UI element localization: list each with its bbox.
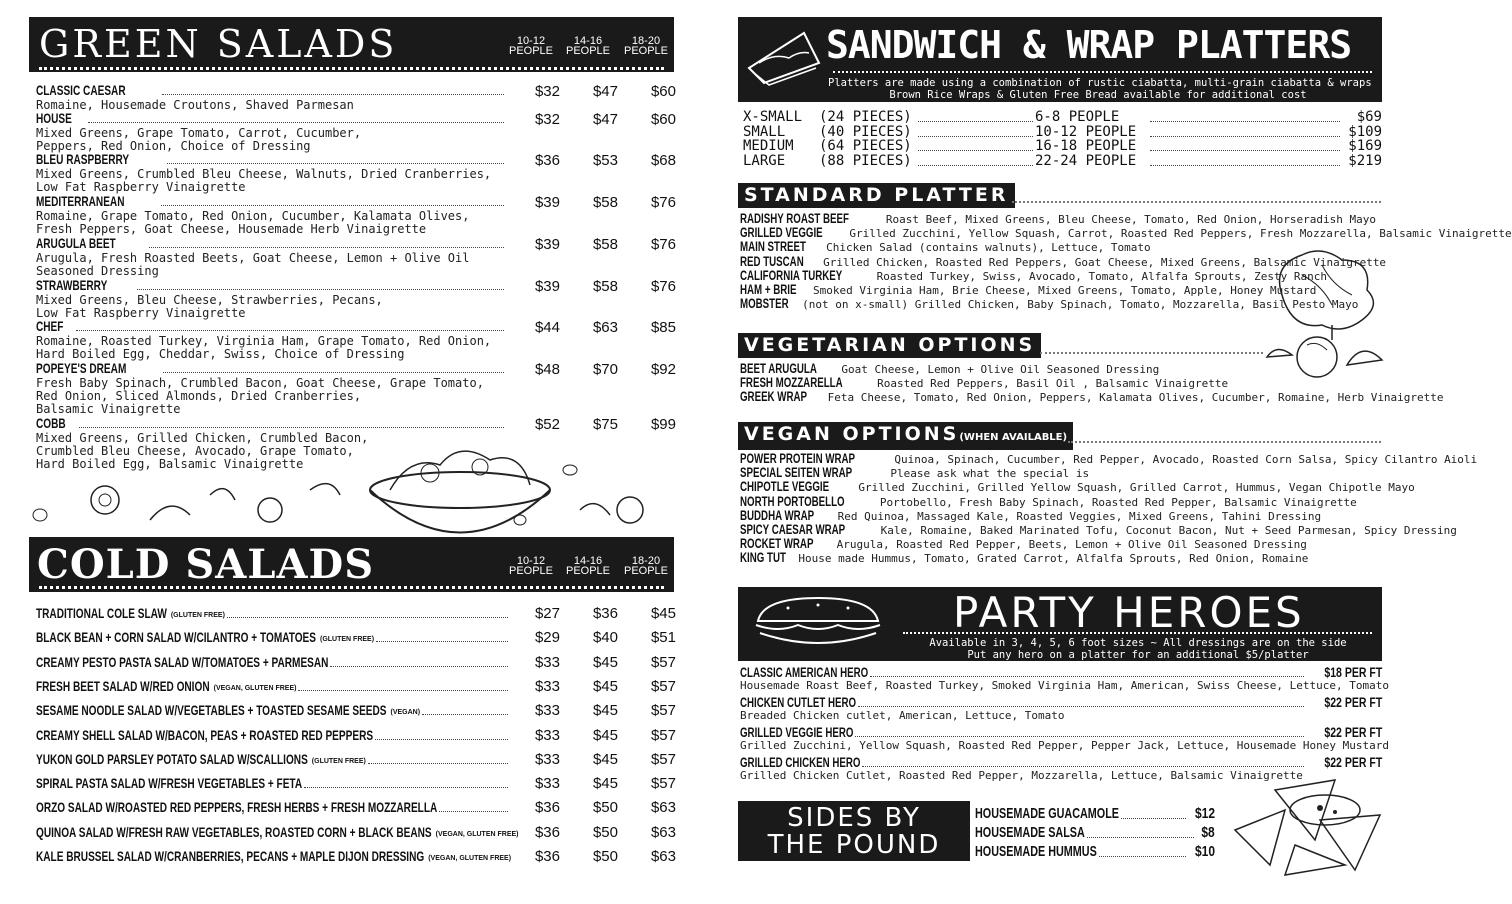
salad-price: $39 xyxy=(534,278,560,295)
menu-item xyxy=(740,550,1308,565)
leader-dots xyxy=(870,676,1304,677)
item-description: Grilled Zucchini, Grilled Yellow Squash, Grilled Carrot, Hummus, Vegan Chipotle Mayo xyxy=(858,481,1415,495)
salad-price: $99 xyxy=(650,416,676,433)
diet-tag: (GLUTEN FREE) xyxy=(170,612,225,619)
platter-size: SMALL xyxy=(743,123,786,140)
salad-name: BLEU RASPBERRY xyxy=(36,151,130,167)
platter-pieces: (40 PIECES) xyxy=(819,123,912,140)
item-description: Portobello, Fresh Baby Spinach, Roasted Red Pepper, Balsamic Vinaigrette xyxy=(879,495,1357,509)
salad-name: COBB xyxy=(36,415,66,431)
sides-title-line-1: SIDES BY xyxy=(787,803,921,833)
col-header-unit: PEOPLE xyxy=(508,45,554,57)
leader-dots xyxy=(855,736,1303,737)
cold-salad-price: $36 xyxy=(592,605,618,622)
leader-dots xyxy=(375,739,508,740)
leader-dots xyxy=(298,690,508,691)
cold-salad-price: $33 xyxy=(534,726,560,744)
menu-item xyxy=(740,268,1327,283)
cold-salad-price: $33 xyxy=(534,750,560,768)
cold-salad-name: KALE BRUSSEL SALAD W/CRANBERRIES, PECANS + MAPLE DIJON DRESSING xyxy=(36,848,425,864)
green-salad-row xyxy=(36,112,508,126)
hero-description: Housemade Roast Beef, Roasted Turkey, Smoked Virginia Ham, American, Swiss Cheese, Lettuce, Tomato xyxy=(740,679,1390,692)
leader-dots xyxy=(304,787,508,788)
item-description: (not on x-small) Grilled Chicken, Baby Spinach, Tomato, Mozzarella, Basil Pesto Mayo xyxy=(802,298,1359,312)
salad-price: $76 xyxy=(650,236,676,253)
platter-people: 22-24 PEOPLE xyxy=(1035,152,1137,169)
cold-salad-row xyxy=(36,751,512,767)
platter-price: $69 xyxy=(1356,109,1382,125)
salad-name: MEDITERRANEAN xyxy=(36,193,125,209)
salad-price: $68 xyxy=(650,152,676,169)
salad-price: $32 xyxy=(534,111,560,128)
side-price: $12 xyxy=(1194,805,1215,822)
menu-item xyxy=(740,225,1512,240)
side-name: HOUSEMADE GUACAMOLE xyxy=(975,805,1120,822)
cold-salad-name: QUINOA SALAD W/FRESH RAW VEGETABLES, ROASTED CORN + BLACK BEANS xyxy=(36,823,432,840)
salad-price: $92 xyxy=(650,361,676,378)
cold-salad-row xyxy=(36,727,512,743)
green-salad-row xyxy=(36,153,508,167)
cold-salad-price: $57 xyxy=(650,653,676,671)
cold-salad-name: TRADITIONAL COLE SLAW xyxy=(36,605,167,621)
platter-size: LARGE xyxy=(743,152,786,169)
item-name: RED TUSCAN xyxy=(740,253,804,269)
hero-name: GRILLED VEGGIE HERO xyxy=(740,725,854,740)
cold-salad-price: $57 xyxy=(650,677,676,695)
item-description: Feta Cheese, Tomato, Red Onion, Peppers, Kalamata Olives, Cucumber, Romaine, Herb Vinaigrette xyxy=(827,391,1444,405)
hero-description: Breaded Chicken cutlet, American, Lettuce, Tomato xyxy=(740,709,1065,722)
item-description: Red Quinoa, Massaged Kale, Roasted Veggies, Mixed Greens, Tahini Dressing xyxy=(837,509,1322,523)
item-description: Grilled Zucchini, Yellow Squash, Carrot, Roasted Red Peppers, Fresh Mozzarella, Balsamic Vinaigrette xyxy=(849,227,1512,241)
cold-salad-price: $63 xyxy=(650,823,676,841)
standard-platter-title: STANDARD PLATTER xyxy=(738,183,1015,208)
diet-tag: (GLUTEN FREE) xyxy=(311,757,366,765)
green-salads-banner xyxy=(29,17,674,72)
cold-salad-row xyxy=(36,654,512,670)
salad-name: STRAWBERRY xyxy=(36,277,108,293)
item-name: CALIFORNIA TURKEY xyxy=(740,267,843,283)
cold-salad-price: $33 xyxy=(534,702,560,720)
hero-row xyxy=(740,756,1382,770)
salad-bowl-illustration xyxy=(30,435,670,545)
menu-item xyxy=(740,508,1321,523)
col-header-unit: PEOPLE xyxy=(565,45,611,57)
salad-description: Arugula, Fresh Roasted Beets, Goat Cheese, Lemon + Olive Oil Seasoned Dressing xyxy=(36,251,470,278)
col-header-unit: PEOPLE xyxy=(508,565,554,577)
item-name: GRILLED VEGGIE xyxy=(740,225,823,241)
diet-tag: (GLUTEN FREE) xyxy=(320,636,375,644)
platter-people: 6-8 PEOPLE xyxy=(1035,109,1120,125)
leader-dots xyxy=(227,617,508,618)
cold-salad-price: $36 xyxy=(534,848,560,865)
salad-price: $76 xyxy=(650,278,676,295)
col-header-count: 14-16 xyxy=(573,35,603,47)
cold-salad-row xyxy=(36,823,519,840)
col-header-count: 10-12 xyxy=(516,555,546,567)
leader-dots xyxy=(88,122,504,123)
side-price: $10 xyxy=(1194,843,1215,860)
side-name: HOUSEMADE HUMMUS xyxy=(975,843,1097,860)
salad-price: $39 xyxy=(534,194,560,211)
platter-pieces: (88 PIECES) xyxy=(819,152,912,169)
salad-description: Romaine, Grape Tomato, Red Onion, Cucumber, Kalamata Olives, Fresh Peppers, Goat Cheese, Housemade Herb Vinaigrette xyxy=(36,209,470,236)
vegetarian-title: VEGETARIAN OPTIONS xyxy=(738,333,1041,358)
cold-salad-name: CREAMY PESTO PASTA SALAD W/TOMATOES + PARMESAN xyxy=(36,653,329,670)
hero-row xyxy=(740,726,1382,740)
cold-salad-price: $40 xyxy=(592,629,618,647)
salad-price: $48 xyxy=(534,361,560,378)
salad-price: $63 xyxy=(592,319,618,336)
green-salad-row xyxy=(36,279,508,293)
leader-dots xyxy=(368,763,508,764)
diet-tag: (VEGAN, GLUTEN FREE) xyxy=(428,855,512,862)
heroes-banner xyxy=(738,587,1382,661)
vegan-title xyxy=(738,422,1073,450)
cold-salad-name: YUKON GOLD PARSLEY POTATO SALAD W/SCALLIONS xyxy=(36,750,308,767)
cold-salad-price: $36 xyxy=(534,799,560,817)
platters-note-1: Platters are made using a combination of rustic ciabatta, multi-grain ciabatta & wraps xyxy=(828,77,1372,89)
item-description: House made Hummus, Tomato, Grated Carrot, Alfalfa Sprouts, Red Onion, Romaine xyxy=(798,552,1309,566)
cold-salad-row xyxy=(36,678,512,694)
salad-price: $76 xyxy=(650,194,676,211)
menu-item xyxy=(740,451,1477,466)
salad-price: $32 xyxy=(534,83,560,100)
salad-name: CLASSIC CAESAR xyxy=(36,82,126,98)
salad-price: $70 xyxy=(592,361,618,378)
cold-salad-row xyxy=(36,702,512,718)
cold-salads-title: COLD SALADS xyxy=(37,541,375,588)
green-salad-row xyxy=(36,417,508,431)
cold-salad-price: $45 xyxy=(592,677,618,695)
leader-dots xyxy=(1099,856,1186,857)
platter-size: MEDIUM xyxy=(743,138,794,154)
item-description: Chicken Salad (contains walnuts), Lettuce, Tomato xyxy=(826,241,1151,255)
item-description: Kale, Romaine, Baked Marinated Tofu, Coconut Bacon, Nut + Seed Parmesan, Spicy Dressing xyxy=(880,524,1457,537)
leader-dots xyxy=(137,289,504,290)
side-row xyxy=(975,844,1215,860)
item-description: Grilled Chicken, Roasted Red Peppers, Goat Cheese, Mixed Greens, Balsamic Vinaigrette xyxy=(823,255,1387,269)
hero-row xyxy=(740,666,1382,680)
diet-tag: (VEGAN) xyxy=(390,709,421,717)
menu-item xyxy=(740,389,1444,404)
vegan-title-text: VEGAN OPTIONS xyxy=(744,423,960,445)
salad-description: Mixed Greens, Grilled Chicken, Crumbled Bacon, Crumbled Bleu Cheese, Avocado, Grape Tomato, Hard Boiled Egg, Balsamic Vinaigrette xyxy=(36,431,369,471)
platter-price: $219 xyxy=(1348,152,1382,169)
green-salad-row xyxy=(36,237,508,251)
leader-dots xyxy=(79,427,504,428)
sides-title-line-2: THE POUND xyxy=(767,830,941,860)
leader-dots xyxy=(1121,818,1186,819)
item-name: ROCKET WRAP xyxy=(740,536,814,552)
leader-dots xyxy=(167,163,504,164)
col-header-unit: PEOPLE xyxy=(623,45,669,57)
cold-salad-price: $45 xyxy=(650,605,676,622)
item-name: MAIN STREET xyxy=(740,239,806,255)
leader-dots xyxy=(862,766,1303,767)
side-row xyxy=(975,806,1215,822)
cold-salad-row xyxy=(36,799,512,815)
salad-name: CHEF xyxy=(36,318,64,334)
cold-salad-row xyxy=(36,605,512,621)
item-name: GREEK WRAP xyxy=(740,389,807,405)
salad-description: Fresh Baby Spinach, Crumbled Bacon, Goat Cheese, Grape Tomato, Red Onion, Sliced Almonds, Dried Cranberries, Balsamic Vinaigrette xyxy=(36,376,484,416)
diet-tag: (VEGAN, GLUTEN FREE) xyxy=(435,830,519,838)
salad-price: $58 xyxy=(592,236,618,253)
cold-salad-row xyxy=(36,775,512,791)
menu-item xyxy=(740,239,1151,254)
salad-price: $53 xyxy=(592,152,618,169)
salad-price: $58 xyxy=(592,278,618,295)
platters-banner xyxy=(738,17,1382,102)
item-name: CHIPOTLE VEGGIE xyxy=(740,479,830,495)
salad-price: $36 xyxy=(534,152,560,169)
col-header-count: 18-20 xyxy=(631,555,661,567)
cold-salad-name: BLACK BEAN + CORN SALAD W/CILANTRO + TOMATOES xyxy=(36,629,317,646)
salad-price: $47 xyxy=(592,83,618,100)
vegan-title-note: (WHEN AVAILABLE) xyxy=(959,432,1068,443)
col-header-unit: PEOPLE xyxy=(565,565,611,577)
salad-price: $39 xyxy=(534,236,560,253)
cold-salad-name: CREAMY SHELL SALAD W/BACON, PEAS + ROASTED RED PEPPERS xyxy=(36,726,374,743)
salad-description: Romaine, Roasted Turkey, Virginia Ham, Grape Tomato, Red Onion, Hard Boiled Egg, Cheddar, Swiss, Choice of Dressing xyxy=(36,334,492,361)
cold-salad-price: $51 xyxy=(650,629,676,647)
leader-dots xyxy=(163,372,504,373)
hero-price: $18 PER FT xyxy=(1324,665,1382,680)
cold-salad-price: $45 xyxy=(592,750,618,768)
salad-price: $60 xyxy=(650,83,676,100)
platter-price: $169 xyxy=(1348,138,1382,154)
cold-salads-banner xyxy=(29,537,674,592)
salad-name: POPEYE'S DREAM xyxy=(36,360,127,376)
cold-salad-price: $57 xyxy=(650,726,676,744)
leader-dots xyxy=(422,714,508,715)
leader-dots xyxy=(162,94,504,95)
item-name: SPICY CAESAR WRAP xyxy=(740,522,846,537)
green-salad-row xyxy=(36,84,508,98)
cold-salad-price: $33 xyxy=(534,653,560,671)
platter-size: X-SMALL xyxy=(743,109,803,125)
item-name: POWER PROTEIN WRAP xyxy=(740,451,856,466)
platter-people: 16-18 PEOPLE xyxy=(1035,138,1137,154)
cold-salad-price: $63 xyxy=(650,799,676,817)
menu-item xyxy=(740,465,1089,480)
cold-salad-price: $27 xyxy=(534,605,560,622)
platters-note-2: Brown Rice Wraps & Gluten Free Bread available for additional cost xyxy=(889,89,1307,101)
menu-item xyxy=(740,522,1457,537)
salad-price: $85 xyxy=(650,319,676,336)
diet-tag: (VEGAN, GLUTEN FREE) xyxy=(213,684,297,692)
cold-salad-price: $33 xyxy=(534,677,560,695)
col-header-count: 18-20 xyxy=(631,35,661,47)
radish-illustration xyxy=(1262,245,1392,385)
item-name: HAM + BRIE xyxy=(740,282,797,297)
menu-item xyxy=(740,479,1415,494)
salad-description: Romaine, Housemade Croutons, Shaved Parmesan xyxy=(36,98,354,112)
cold-salad-price: $57 xyxy=(650,750,676,768)
item-description: Roasted Red Peppers, Basil Oil , Balsamic Vinaigrette xyxy=(877,377,1229,391)
cold-salad-price: $45 xyxy=(592,726,618,744)
hero-price: $22 PER FT xyxy=(1324,695,1382,710)
leader-dots xyxy=(858,706,1304,707)
green-salad-row xyxy=(36,362,508,376)
heroes-title: PARTY HEROES xyxy=(953,588,1305,637)
item-description: Roast Beef, Mixed Greens, Bleu Cheese, Tomato, Red Onion, Horseradish Mayo xyxy=(885,213,1376,226)
salad-description: Mixed Greens, Grape Tomato, Carrot, Cucumber, Peppers, Red Onion, Choice of Dressing xyxy=(36,126,362,153)
green-salad-row xyxy=(36,195,508,209)
cold-salad-price: $50 xyxy=(592,848,618,865)
cold-salad-name: SPIRAL PASTA SALAD W/FRESH VEGETABLES + FETA xyxy=(36,775,303,792)
hero-name: CHICKEN CUTLET HERO xyxy=(740,695,857,710)
menu-item xyxy=(740,211,1376,226)
menu-item xyxy=(740,494,1357,509)
item-name: KING TUT xyxy=(740,550,786,566)
salad-price: $44 xyxy=(534,319,560,336)
item-name: SPECIAL SEITEN WRAP xyxy=(740,465,853,481)
salad-description: Mixed Greens, Crumbled Bleu Cheese, Walnuts, Dried Cranberries, Low Fat Raspberry Vinaigrette xyxy=(36,167,492,194)
green-salads-title: GREEN SALADS xyxy=(39,22,398,66)
hero-price: $22 PER FT xyxy=(1324,755,1382,770)
item-description: Please ask what the special is xyxy=(890,467,1090,481)
sandwich-icon xyxy=(744,23,824,93)
heroes-note-2: Put any hero on a platter for an additional $5/platter xyxy=(967,649,1309,661)
cold-salad-row xyxy=(36,629,512,645)
menu-item xyxy=(740,361,1159,376)
cold-salad-price: $45 xyxy=(592,653,618,671)
salad-description: Mixed Greens, Bleu Cheese, Strawberries, Pecans, Low Fat Raspberry Vinaigrette xyxy=(36,293,383,320)
hero-description: Grilled Chicken Cutlet, Roasted Red Pepper, Mozzarella, Lettuce, Balsamic Vinaigrette xyxy=(740,769,1303,782)
cold-salad-name: ORZO SALAD W/ROASTED RED PEPPERS, FRESH HERBS + FRESH MOZZARELLA xyxy=(36,799,438,816)
item-name: RADISHY ROAST BEEF xyxy=(740,211,849,226)
cold-salad-price: $50 xyxy=(592,823,618,841)
item-name: BEET ARUGULA xyxy=(740,361,817,376)
cold-salad-price: $57 xyxy=(650,775,676,793)
hero-description: Grilled Zucchini, Yellow Squash, Roasted Red Pepper, Pepper Jack, Lettuce, Housemade Honey Mustard xyxy=(740,739,1390,752)
salad-name: HOUSE xyxy=(36,110,72,126)
item-description: Goat Cheese, Lemon + Olive Oil Seasoned Dressing xyxy=(841,363,1160,376)
item-description: Quinoa, Spinach, Cucumber, Red Pepper, Avocado, Roasted Corn Salsa, Spicy Cilantro Aioli xyxy=(894,453,1478,466)
salad-price: $52 xyxy=(534,416,560,433)
platter-people: 10-12 PEOPLE xyxy=(1035,123,1137,140)
salad-price: $47 xyxy=(592,111,618,128)
leader-dots xyxy=(149,247,504,248)
leader-dots xyxy=(161,205,504,206)
cold-salad-price: $45 xyxy=(592,775,618,793)
salad-price: $75 xyxy=(592,416,618,433)
platter-pieces: (24 PIECES) xyxy=(819,109,912,125)
hero-sandwich-icon xyxy=(748,593,888,655)
salad-price: $58 xyxy=(592,194,618,211)
side-name: HOUSEMADE SALSA xyxy=(975,824,1085,841)
platter-pieces: (64 PIECES) xyxy=(819,138,912,154)
cold-salad-price: $36 xyxy=(534,823,560,841)
col-header-count: 14-16 xyxy=(573,555,603,567)
platter-price: $109 xyxy=(1348,123,1382,140)
chips-illustration xyxy=(1225,770,1385,880)
leader-dots xyxy=(376,641,508,642)
item-description: Roasted Turkey, Swiss, Avocado, Tomato, Alfalfa Sprouts, Zesty Ranch xyxy=(876,269,1327,283)
cold-salad-price: $29 xyxy=(534,629,560,647)
item-description: Smoked Virginia Ham, Brie Cheese, Mixed Greens, Tomato, Apple, Honey Mustard xyxy=(813,284,1317,297)
item-name: MOBSTER xyxy=(740,296,789,312)
salad-price: $60 xyxy=(650,111,676,128)
cold-salad-name: SESAME NOODLE SALAD W/VEGETABLES + TOASTED SESAME SEEDS xyxy=(36,702,387,719)
hero-name: GRILLED CHICKEN HERO xyxy=(740,755,861,770)
hero-row xyxy=(740,696,1382,710)
item-name: FRESH MOZZARELLA xyxy=(740,375,843,391)
salad-name: ARUGULA BEET xyxy=(36,235,116,251)
cold-salad-price: $50 xyxy=(592,799,618,817)
leader-dots xyxy=(76,330,504,331)
cold-salad-row xyxy=(36,848,512,864)
item-description: Arugula, Roasted Red Pepper, Beets, Lemon + Olive Oil Seasoned Dressing xyxy=(836,538,1307,552)
col-header-unit: PEOPLE xyxy=(623,565,669,577)
cold-salad-price: $45 xyxy=(592,702,618,720)
hero-name: CLASSIC AMERICAN HERO xyxy=(740,665,869,680)
menu-item xyxy=(740,375,1228,390)
menu-item xyxy=(740,282,1316,297)
item-name: NORTH PORTOBELLO xyxy=(740,493,845,509)
col-header-count: 10-12 xyxy=(516,35,546,47)
item-name: BUDDHA WRAP xyxy=(740,507,815,523)
platters-title: SANDWICH & WRAP PLATTERS xyxy=(826,23,1352,67)
cold-salad-price: $57 xyxy=(650,702,676,720)
leader-dots xyxy=(1087,837,1195,838)
hero-price: $22 PER FT xyxy=(1324,725,1382,740)
heroes-note-1: Available in 3, 4, 5, 6 foot sizes ~ All dressings are on the side xyxy=(929,637,1347,649)
side-price: $8 xyxy=(1201,824,1215,841)
cold-salad-price: $33 xyxy=(534,775,560,793)
side-row xyxy=(975,825,1215,841)
leader-dots xyxy=(439,811,508,812)
sides-banner xyxy=(738,801,970,861)
cold-salad-price: $63 xyxy=(650,848,676,865)
leader-dots xyxy=(330,666,508,667)
green-salad-row xyxy=(36,320,508,334)
cold-salad-name: FRESH BEET SALAD W/RED ONION xyxy=(36,677,210,694)
menu-item xyxy=(740,536,1307,551)
